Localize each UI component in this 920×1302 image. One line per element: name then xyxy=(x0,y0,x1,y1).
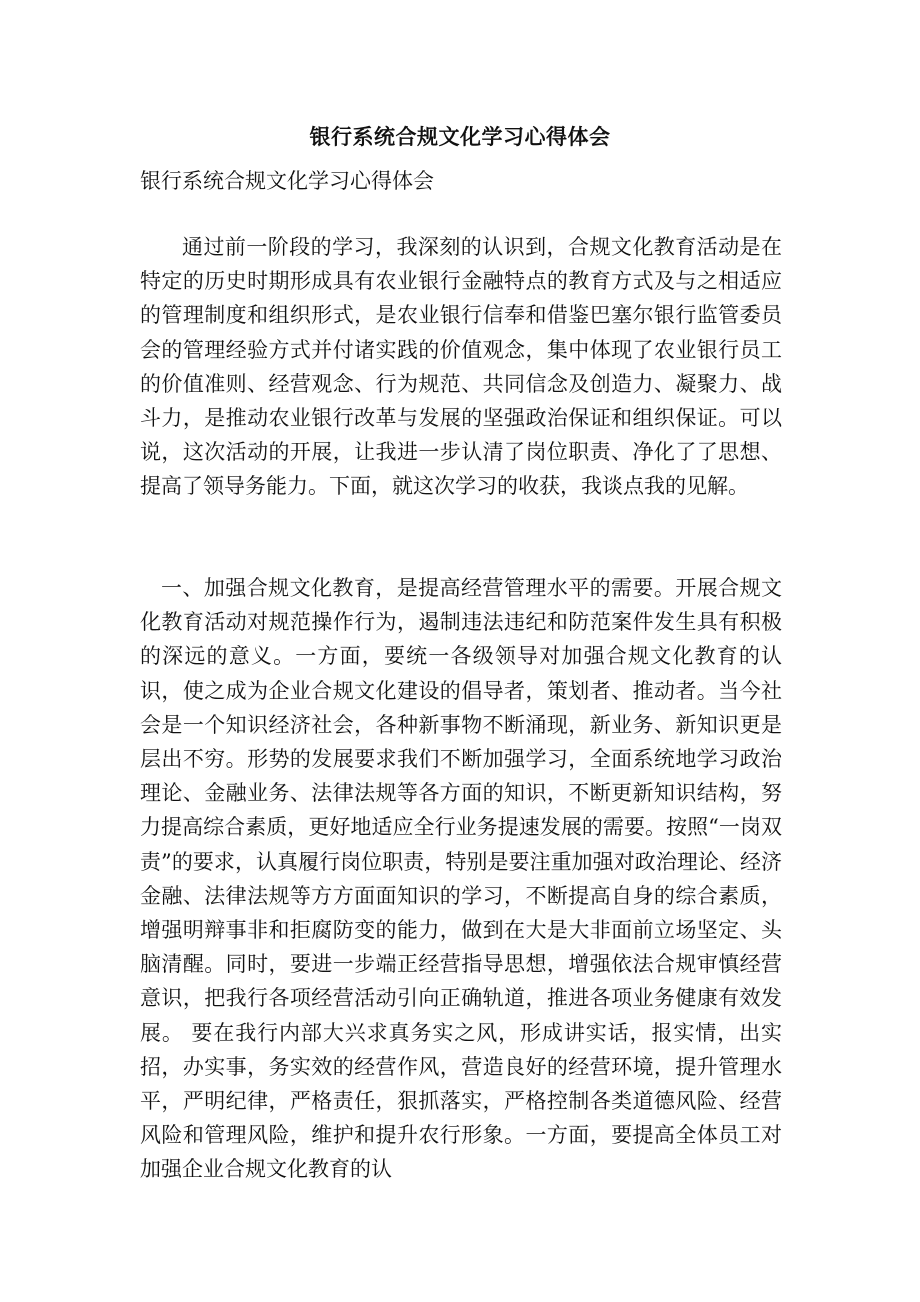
body-paragraph-section-one: 一、加强合规文化教育，是提高经营管理水平的需要。开展合规文化教育活动对规范操作行为，遏制违法违纪和防范案件发生具有积极的深远的意义。一方面，要统一各级领导对加强合规文化教育的认识，使之成为企业合规文化建设的倡导者，策划者、推动者。当今社会是一个知识经济社会，各种新事物不断涌现，新业务、新知识更是层出不穷。形势的发展要求我们不断加强学习，全面系统地学习政治理论、金融业务、法律法规等各方面的知识，不断更新知识结构，努力提高综合素质，更好地适应全行业务提速发展的需要。按照“一岗双责”的要求，认真履行岗位职责，特别是要注重加强对政治理论、经济金融、法律法规等方方面面知识的学习，不断提高自身的综合素质，增强明辩事非和拒腐防变的能力，做到在大是大非面前立场坚定、头脑清醒。同时，要进一步端正经营指导思想，增强依法合规审慎经营意识，把我行各项经营活动引向正确轨道，推进各项业务健康有效发展。 要在我行内部大兴求真务实之风，形成讲实话，报实情，出实招，办实事，务实效的经营作风，营造良好的经营环境，提升管理水平，严明纪律，严格责任，狠抓落实，严格控制各类道德风险、经营风险和管理风险，维护和提升农行形象。一方面，要提高全体员工对加强企业合规文化教育的认 xyxy=(140,576,782,1182)
document-subtitle: 银行系统合规文化学习心得体会 xyxy=(140,169,434,193)
document-title: 银行系统合规文化学习心得体会 xyxy=(309,124,611,149)
body-paragraph-intro: 通过前一阶段的学习，我深刻的认识到，合规文化教育活动是在特定的历史时期形成具有农业银行金融特点的教育方式及与之相适应的管理制度和组织形式，是农业银行信奉和借鉴巴塞尔银行监管委员会的管理经验方式并付诸实践的价值观念，集中体现了农业银行员工的价值准则、经营观念、行为规范、共同信念及创造力、凝聚力、战斗力，是推动农业银行改革与发展的坚强政治保证和组织保证。可以说，这次活动的开展，让我进一步认清了岗位职责、净化了了思想、提高了领导务能力。下面，就这次学习的收获，我谈点我的见解。 xyxy=(140,235,782,499)
